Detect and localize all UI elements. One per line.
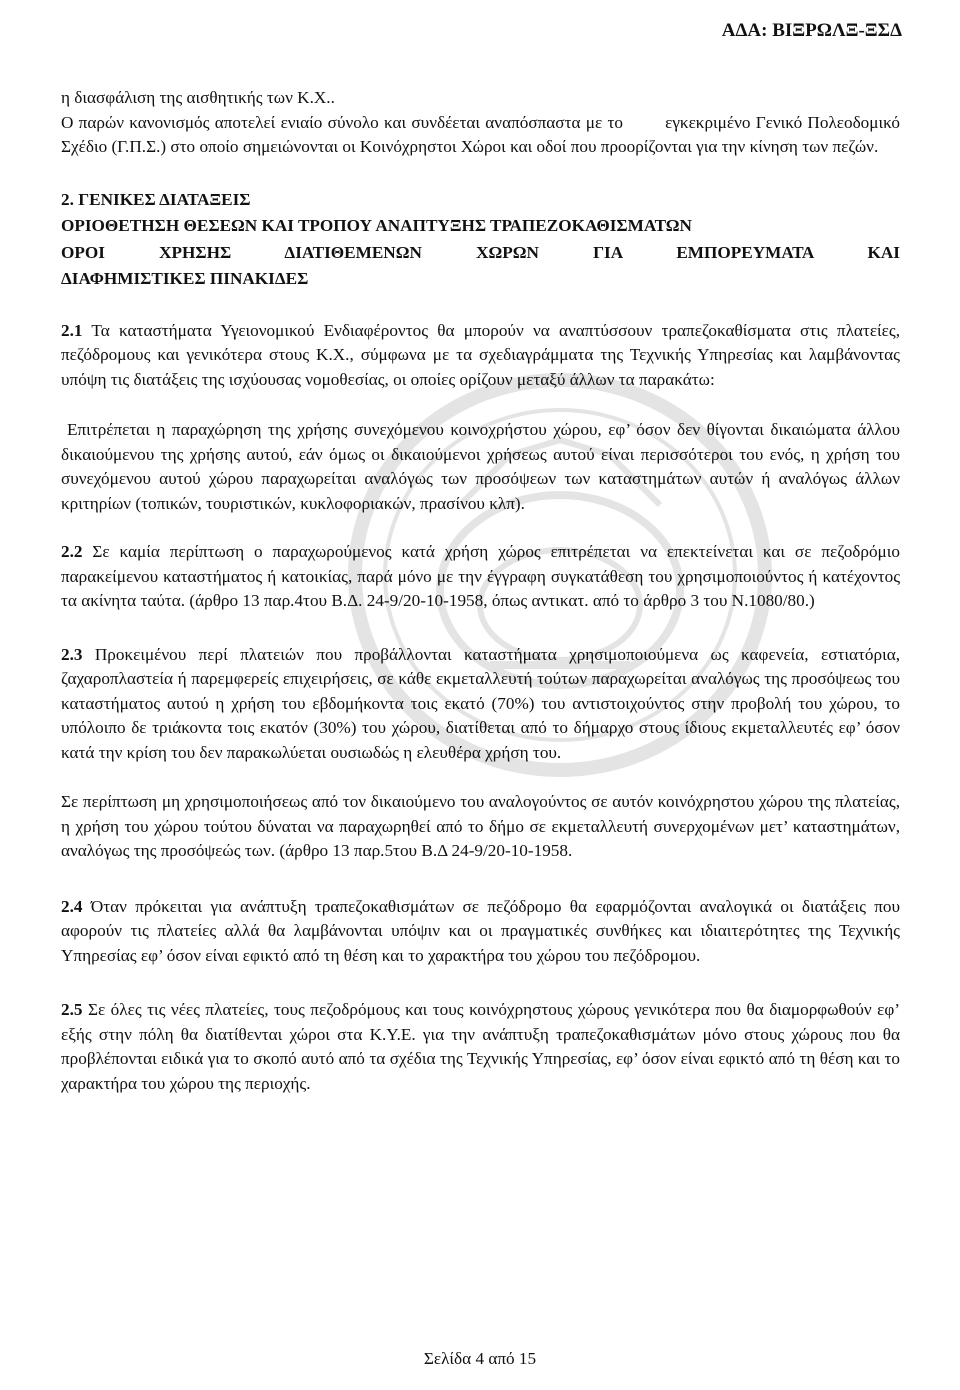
intro-paragraph: Ο παρών κανονισμός αποτελεί ενιαίο σύνολο και συνδέεται αναπόσπαστα με το εγκεκριμένο Γενικό Πολεοδομικό Σχέδιο (Γ.Π.Σ.) στο οποίο σημειώνονται οι Κοινόχρηστοι Χώροι και οδοί που προορίζονται για την κίνηση των πεζών. <box>61 112 905 156</box>
paragraph-2-2-text: Σε καμία περίπτωση ο παραχωρούμενος κατά χρήση χώρος επιτρέπεται να επεκτείνεται και σε πεζοδρόμιο παρακείμενου καταστήματος ή κατοικίας, παρά μόνο με την έγγραφη συγκατάθεση του χρησιμοποιούντος ή κατέχοντος τα ακίνητα ταύτα. (άρθρο 13 παρ.4του Β.Δ. 24-9/20-10-1958, όπως αντικατ. από το άρθρο 3 του Ν.1080/80.) <box>61 542 900 610</box>
page-number-footer: Σελίδα 4 από 15 <box>423 1349 537 1368</box>
paragraph-2-1-text: Τα καταστήματα Υγειονομικού Ενδιαφέροντος θα μπορούν να αναπτύσσουν τραπεζοκαθίσματα στις πλατείες, πεζόδρομους και γενικότερα στους Κ.Χ., σύμφωνα με τα σχεδιαγράμματα της Τεχνικής Υπηρεσίας και λαμβάνοντας υπόψη τις διατάξεις της ισχύουσας νομοθεσίας, οι οποίες ορίζουν μεταξύ άλλων τα παρακάτω: <box>61 320 900 389</box>
paragraph-2-4-number: 2.4 <box>61 896 83 916</box>
paragraph-2-1 <box>61 319 900 393</box>
paragraph-2-3-number: 2.3 <box>61 644 83 664</box>
document-body <box>61 86 905 1096</box>
section-2-title: 2. ΓΕΝΙΚΕΣ ΔΙΑΤΑΞΕΙΣ <box>61 189 251 209</box>
paragraph-case: Σε περίπτωση μη χρησιμοποιήσεως από τον δικαιούμενο του αναλογούντος σε αυτόν κοινόχρηστου χώρου της πλατείας, η χρήση του χώρου τούτου δύναται να παραχωρηθεί από το δήμο σε εκμεταλλευτή συνερχομένων μετ’ καταστημάτων, αναλόγως της προσόψεώς των. (άρθρο 13 παρ.5του Β.Δ 24-9/20-10-1958. <box>61 792 900 860</box>
paragraph-2-3-text: Προκειμένου περί πλατειών που προβάλλονται καταστήματα χρησιμοποιούμενα ως καφενεία, εστιατόρια, ζαχαροπλαστεία ή παρεμφερείς επιχειρήσεις, σε κάθε εκμεταλλευτή τούτων παραχωρείται αναλόγως της προσόψεως του καταστήματος αυτού η χρήση του εβδομήκοντα τοις εκατό (70%) του αντιστοιχούντος στην προβολή του χώρου, το υπόλοιπο δε τριάκοντα τοις εκατόν (30%) του χώρου, διατίθεται από το δήμαρχο στους ίδιους εκμεταλλευτές εφ’ όσον κατά την κρίση του δεν παρακωλύεται ουσιωδώς η ελευθέρα χρήση του. <box>61 644 900 762</box>
section-2-subtitle-3: ΔΙΑΦΗΜΙΣΤΙΚΕΣ ΠΙΝΑΚΙΔΕΣ <box>61 269 309 288</box>
paragraph-2-5 <box>61 998 900 1096</box>
paragraph-2-5-number: 2.5 <box>61 1000 83 1019</box>
paragraph-2-3 <box>61 643 900 766</box>
paragraph-2-1-number: 2.1 <box>61 320 83 340</box>
section-2-heading <box>61 187 900 293</box>
paragraph-2-4 <box>61 895 900 969</box>
section-2-subtitle-2: ΟΡΟΙ ΧΡΗΣΗΣ ΔΙΑΤΙΘΕΜΕΝΩΝ ΧΩΡΩΝ ΓΙΑ ΕΜΠΟΡΕΥΜΑΤΑ ΚΑΙ <box>61 242 900 262</box>
section-2-subtitle-1: ΟΡΙΟΘΕΤΗΣΗ ΘΕΣΕΩΝ ΚΑΙ ΤΡΟΠΟΥ ΑΝΑΠΤΥΞΗΣ ΤΡΑΠΕΖΟΚΑΘΙΣΜΑΤΩΝ <box>61 216 692 235</box>
paragraph-2-4-text: Όταν πρόκειται για ανάπτυξη τραπεζοκαθισμάτων σε πεζόδρομο θα εφαρμόζονται αναλογικά οι διατάξεις που αφορούν τις πλατείες αλλά θα λαμβάνονται υπόψιν και οι πραγματικές συνθήκες και ιδιαιτερότητες της Τεχνικής Υπηρεσίας εφ’ όσον είναι εφικτό από τη θέση και το χαρακτήρα του χώρου του πεζόδρομου. <box>61 896 900 965</box>
intro-line-1: η διασφάλιση της αισθητικής των Κ.Χ.. <box>61 88 335 107</box>
paragraph-2-2-number: 2.2 <box>61 542 83 561</box>
ada-code: ΑΔΑ: ΒΙΞΡΩΛΞ-ΞΣΔ <box>721 20 902 41</box>
paragraph-2-5-text: Σε όλες τις νέες πλατείες, τους πεζοδρόμους και τους κοινόχρηστους χώρους γενικότερα που θα διαμορφωθούν εφ’ εξής στην πόλη θα διατίθενται χώροι στα Κ.Υ.Ε. για την ανάπτυξη τραπεζοκαθισμάτων μόνο στους χώρους που θα προβλέπονται ειδικά για το σκοπό αυτό από τα σχέδια της Τεχνικής Υπηρεσίας, εφ’ όσον είναι εφικτό από τη θέση και το χαρακτήρα του χώρου της περιοχής. <box>61 1000 900 1093</box>
paragraph-permit: Επιτρέπεται η παραχώρηση της χρήσης συνεχόμενου κοινοχρήστου χώρου, εφ’ όσον δεν θίγονται δικαιώματα άλλου δικαιούμενου της χρήσης αυτού, εάν όμως οι δικαιούμενοι χρήσεως αυτού είναι περισσότεροι του ενός, η χρήση του συνεχόμενου αυτού χώρου παραχωρείται αναλόγως των προσόψεων των καταστημάτων αυτών ή αναλόγως άλλων κριτηρίων (τοπικών, τουριστικών, κυκλοφοριακών, πρασίνου κλπ). <box>61 420 900 513</box>
paragraph-2-2 <box>61 540 900 614</box>
